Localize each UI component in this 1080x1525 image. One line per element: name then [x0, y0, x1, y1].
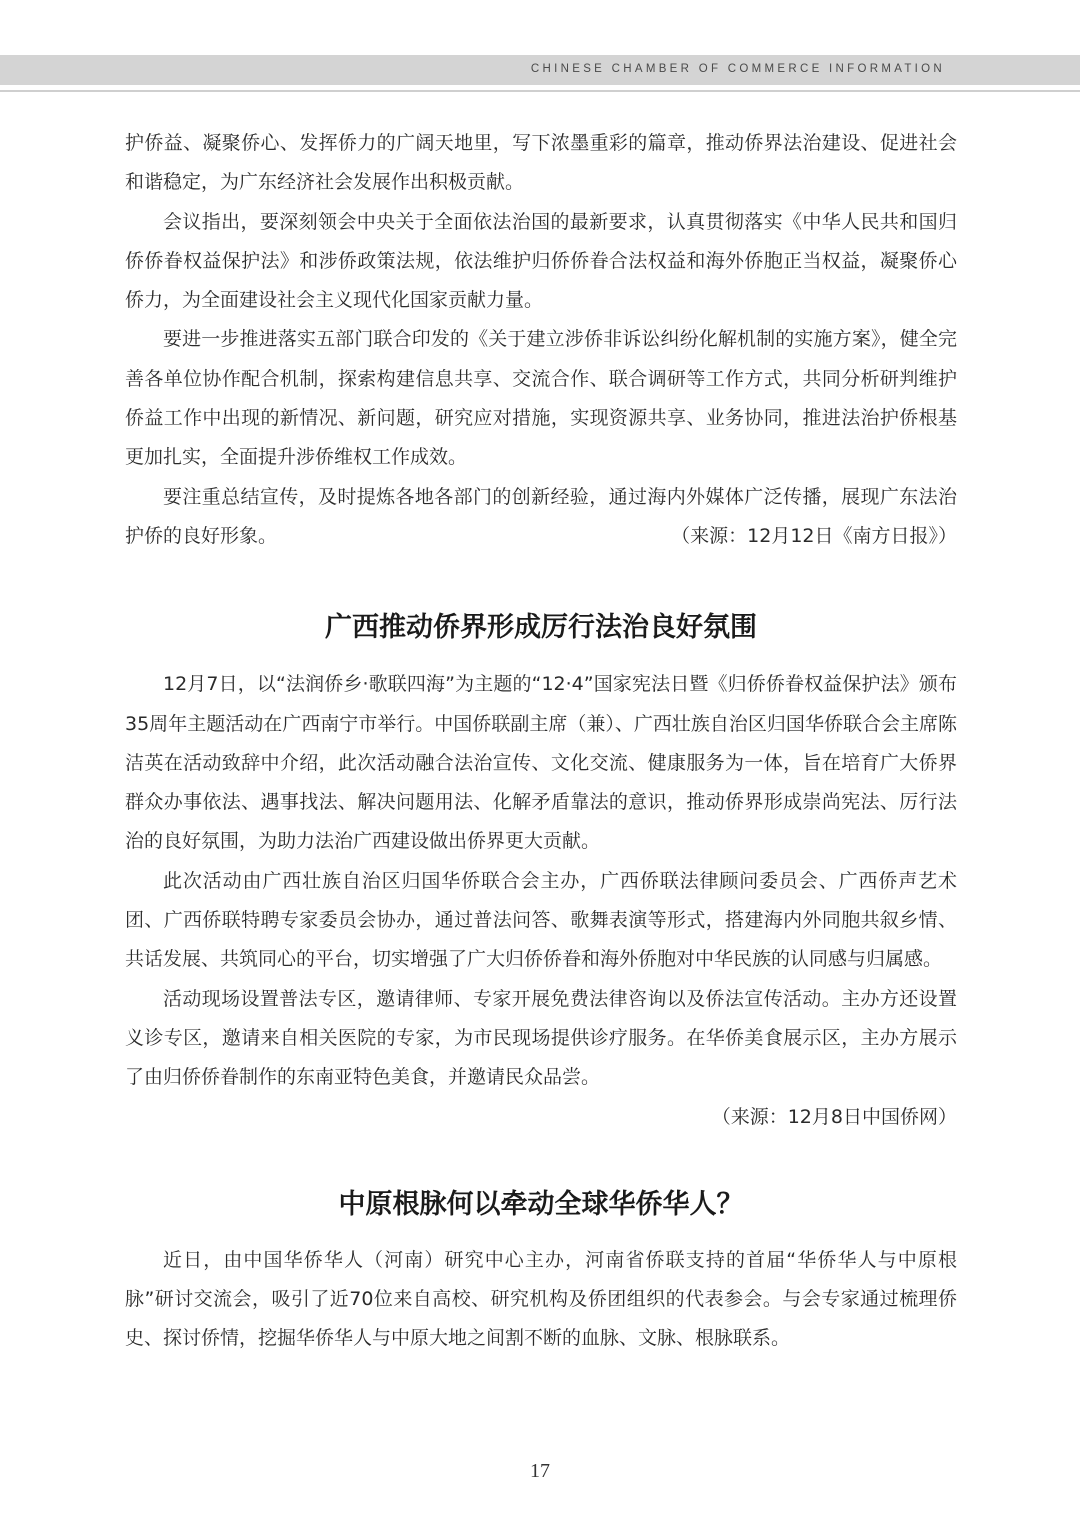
article3-title: 中原根脉何以牵动全球华侨华人？ [338, 1188, 744, 1220]
article2-title: 广西推动侨界形成厉行法治良好氛围 [325, 612, 757, 644]
page-number: 17 [530, 1460, 550, 1482]
article1-paragraph-2: 会议指出，要深刻领会中央关于全面依法治国的最新要求，认真贯彻落实《中华人民共和国归侨侨眷权益保护法》和涉侨政策法规，依法维护归侨侨眷合法权益和海外侨胞正当权益，凝聚侨心侨力，为全面建设社会主义现代化国家贡献力量。 [125, 210, 957, 312]
article3-paragraph-1: 近日，由中国华侨华人（河南）研究中心主办，河南省侨联支持的首届“华侨华人与中原根脉”研讨交流会，吸引了近70位来自高校、研究机构及侨团组织的代表参会。与会专家通过梳理侨史、探讨侨情，挖掘华侨华人与中原大地之间割不断的血脉、文脉、根脉联系。 [125, 1248, 957, 1350]
running-header: CHINESE CHAMBER OF COMMERCE INFORMATION [530, 63, 945, 75]
page-content [125, 124, 957, 1359]
article1-source: （来源：12月12日《南方日报》） [671, 524, 957, 547]
header-rule [0, 90, 1080, 92]
article1-paragraph-3: 要进一步推进落实五部门联合印发的《关于建立涉侨非诉讼纠纷化解机制的实施方案》，健全完善各单位协作配合机制，探索构建信息共享、交流合作、联合调研等工作方式，共同分析研判维护侨益工作中出现的新情况、新问题，研究应对措施，实现资源共享、业务协同，推进法治护侨根基更加扎实，全面提升涉侨维权工作成效。 [125, 328, 957, 469]
article2-paragraph-1: 12月7日，以“法润侨乡·歌联四海”为主题的“12·4”国家宪法日暨《归侨侨眷权益保护法》颁布35周年主题活动在广西南宁市举行。中国侨联副主席（兼）、广西壮族自治区归国华侨联合会主席陈洁英在活动致辞中介绍，此次活动融合法治宣传、文化交流、健康服务为一体，旨在培育广大侨界群众办事依法、遇事找法、解决问题用法、化解矛盾靠法的意识，推动侨界形成崇尚宪法、厉行法治的良好氛围，为助力法治广西建设做出侨界更大贡献。 [125, 673, 957, 853]
article2-source: （来源：12月8日中国侨网） [711, 1105, 957, 1128]
article2-paragraph-2: 此次活动由广西壮族自治区归国华侨联合会主办，广西侨联法律顾问委员会、广西侨声艺术团、广西侨联特聘专家委员会协办，通过普法问答、歌舞表演等形式，搭建海内外同胞共叙乡情、共话发展、共筑同心的平台，切实增强了广大归侨侨眷和海外侨胞对中华民族的认同感与归属感。 [125, 869, 957, 971]
article2-paragraph-3: 活动现场设置普法专区，邀请律师、专家开展免费法律咨询以及侨法宣传活动。主办方还设置义诊专区，邀请来自相关医院的专家，为市民现场提供诊疗服务。在华侨美食展示区，主办方展示了由归侨侨眷制作的东南亚特色美食，并邀请民众品尝。 [125, 987, 957, 1089]
article1-paragraph-4: 要注重总结宣传，及时提炼各地各部门的创新经验，通过海内外媒体广泛传播，展现广东法治护侨的良好形象。 [125, 485, 957, 547]
article1-paragraph-1: 护侨益、凝聚侨心、发挥侨力的广阔天地里，写下浓墨重彩的篇章，推动侨界法治建设、促进社会和谐稳定，为广东经济社会发展作出积极贡献。 [125, 132, 957, 194]
